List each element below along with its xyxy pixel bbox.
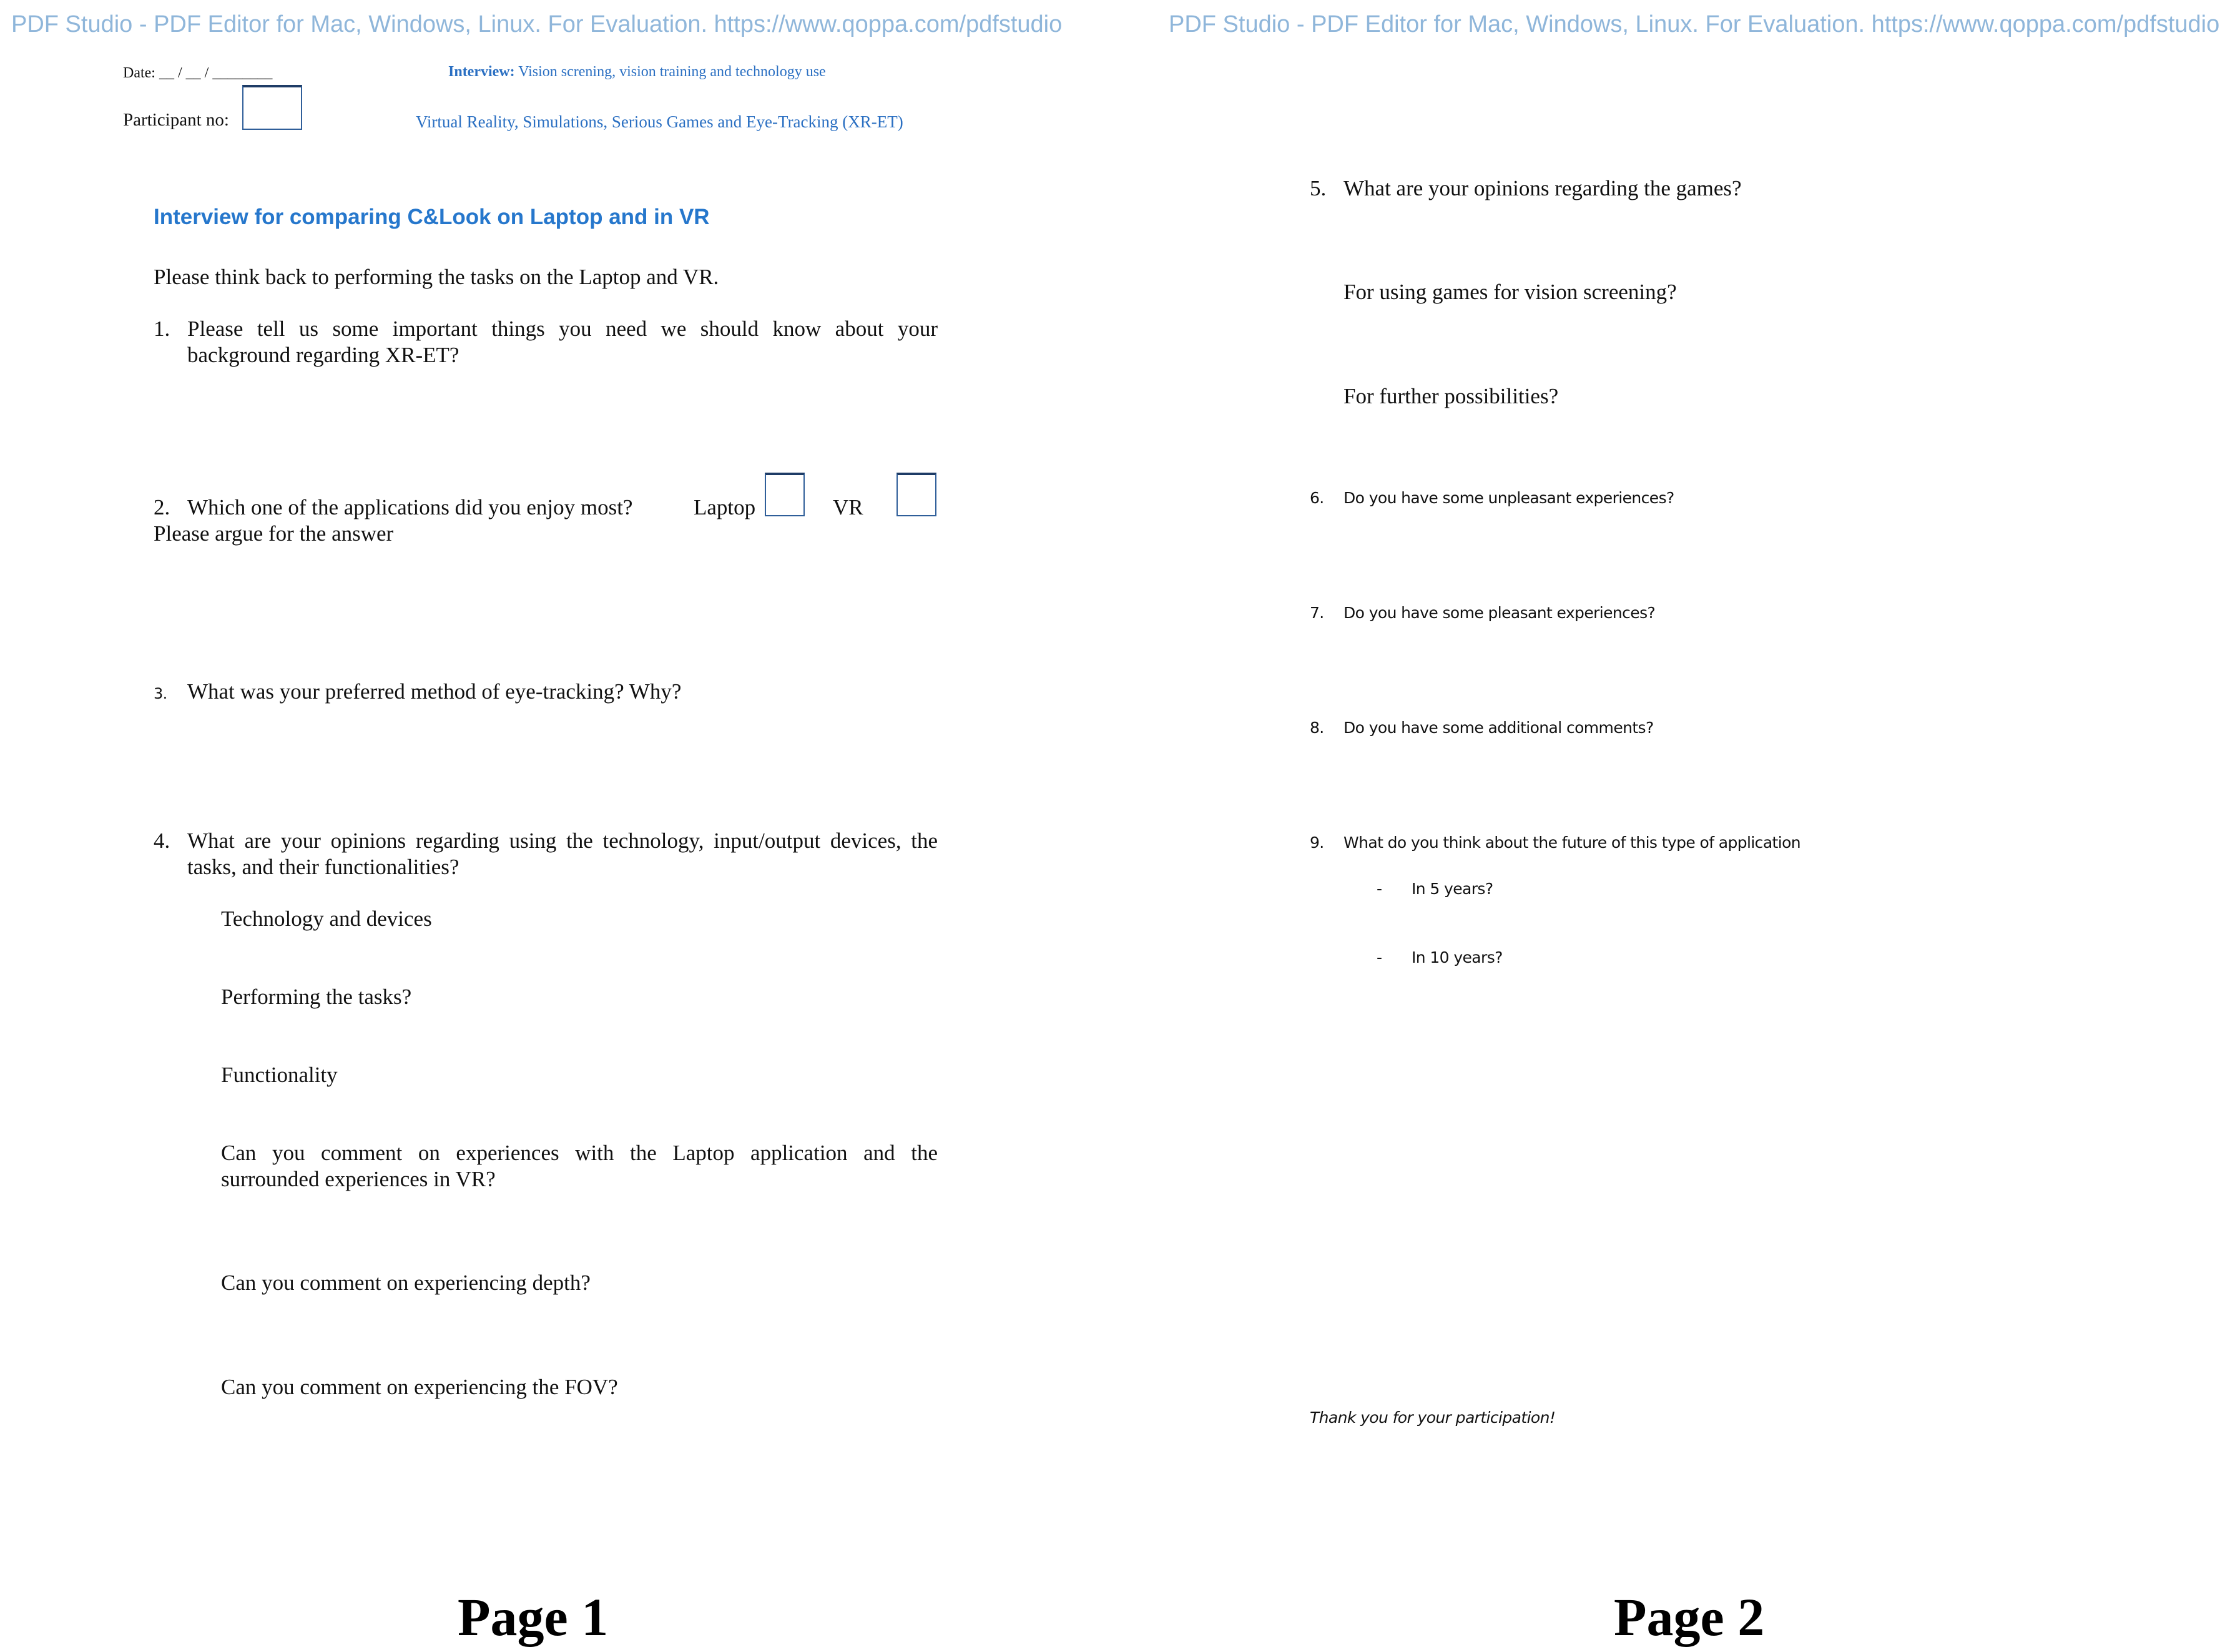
interview-text: Vision screning, vision training and technology use (514, 64, 826, 80)
q5-sub-screening: For using games for vision screening? (1343, 280, 1677, 304)
question-7 (1310, 604, 1655, 622)
option-laptop-label: Laptop (694, 495, 756, 519)
question-7-number: 7. (1310, 604, 1324, 622)
date-label: Date: (123, 65, 155, 81)
dash-bullet-icon: - (1377, 880, 1382, 898)
question-9 (1310, 833, 1800, 852)
question-4-line1: What are your opinions regarding using the technology, input/output devices, the (187, 828, 938, 853)
question-3-text: What was your preferred method of eye-tracking? Why? (187, 679, 682, 704)
q4-sub-depth: Can you comment on experiencing depth? (221, 1271, 591, 1295)
q4-sub-experiences-line2: surrounded experiences in VR? (221, 1167, 496, 1191)
vr-checkbox[interactable] (896, 473, 936, 516)
interview-label: Interview: (448, 64, 515, 80)
question-8-text: Do you have some additional comments? (1343, 719, 1654, 737)
intro-text: Please think back to performing the tasks on the Laptop and VR. (154, 265, 719, 289)
question-5 (1310, 176, 1742, 201)
q4-sub-experiences-line1: Can you comment on experiences with the Laptop application and the (221, 1141, 938, 1165)
dash-bullet-icon: - (1377, 948, 1382, 966)
q9-bullet-text: In 5 years? (1412, 880, 1493, 898)
interview-heading (448, 64, 826, 81)
question-1-line2: background regarding XR-ET? (187, 343, 459, 367)
q4-sub-fov: Can you comment on experiencing the FOV? (221, 1375, 618, 1399)
question-6-number: 6. (1310, 489, 1324, 507)
evaluation-watermark-left: PDF Studio - PDF Editor for Mac, Windows, Linux. For Evaluation. https://www.qoppa.com/pdfstudio (11, 11, 1063, 37)
question-5-number: 5. (1310, 176, 1327, 200)
question-2-number: 2. (154, 495, 170, 519)
question-3-number: 3. (154, 685, 167, 702)
question-2 (154, 495, 632, 520)
q9-bullet-5-years (1377, 880, 1493, 898)
laptop-checkbox[interactable] (765, 473, 805, 516)
question-6-text: Do you have some unpleasant experiences? (1343, 489, 1674, 507)
question-4-line2: tasks, and their functionalities? (187, 855, 459, 879)
question-8 (1310, 719, 1654, 737)
question-2-followup: Please argue for the answer (154, 521, 394, 546)
thank-you-note: Thank you for your participation! (1310, 1409, 1556, 1427)
question-6 (1310, 489, 1674, 507)
question-3 (154, 679, 681, 704)
page-2-label: Page 2 (1614, 1587, 1765, 1647)
q4-sub-functionality: Functionality (221, 1063, 338, 1087)
question-9-text: What do you think about the future of this type of application (1343, 833, 1801, 852)
q9-bullet-text: In 10 years? (1412, 948, 1503, 966)
question-2-text: Which one of the applications did you enjoy most? (187, 495, 633, 519)
participant-number-box[interactable] (242, 85, 302, 130)
date-value[interactable]: __ / __ / ________ (159, 65, 273, 81)
page-1-label: Page 1 (458, 1587, 609, 1647)
evaluation-watermark-right: PDF Studio - PDF Editor for Mac, Windows, Linux. For Evaluation. https://www.qoppa.com/pdfstudio (1169, 11, 2220, 37)
question-1-number: 1. (154, 317, 170, 341)
question-9-number: 9. (1310, 833, 1324, 852)
question-4-number: 4. (154, 828, 170, 853)
q4-sub-tasks: Performing the tasks? (221, 985, 412, 1009)
date-field (123, 65, 272, 82)
participant-label: Participant no: (123, 110, 229, 130)
question-8-number: 8. (1310, 719, 1324, 737)
question-5-text: What are your opinions regarding the games? (1343, 176, 1742, 200)
option-vr-label: VR (833, 495, 863, 519)
q9-bullet-10-years (1377, 948, 1503, 966)
project-subtitle: Virtual Reality, Simulations, Serious Games and Eye-Tracking (XR-ET) (416, 112, 903, 131)
q5-sub-possibilities: For further possibilities? (1343, 384, 1559, 408)
question-1-line1: Please tell us some important things you need we should know about your (187, 317, 938, 341)
q4-sub-technology: Technology and devices (221, 907, 432, 931)
question-7-text: Do you have some pleasant experiences? (1343, 604, 1656, 622)
page-title: Interview for comparing C&Look on Laptop and in VR (154, 205, 710, 229)
